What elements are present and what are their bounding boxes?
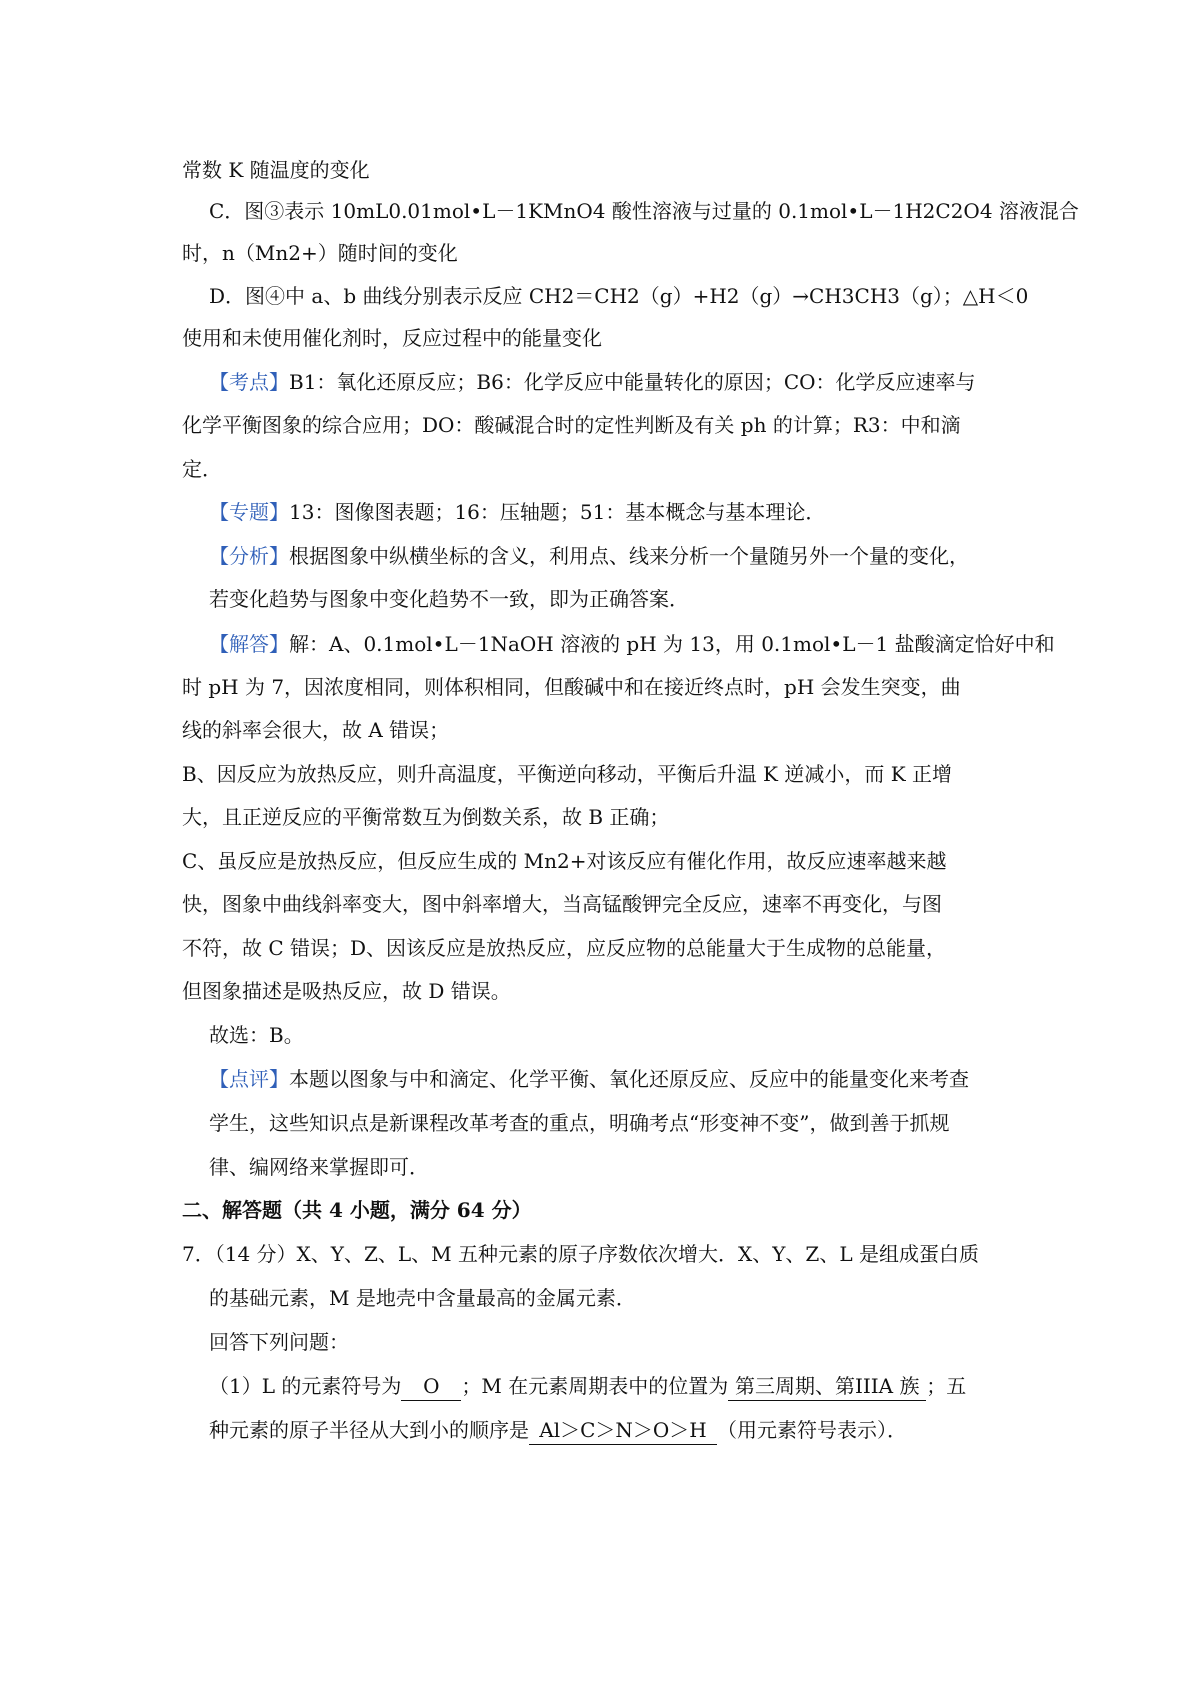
answer-blank-element-symbol: O bbox=[401, 1372, 461, 1401]
jieda-line-8: 不符，故 C 错误；D、因该反应是放热反应，应反应物的总能量大于生成物的总能量， bbox=[182, 936, 947, 960]
fenxi-line-1 bbox=[209, 542, 969, 570]
kaodian-line-1 bbox=[209, 368, 976, 396]
kaodian-text: B1：氧化还原反应；B6：化学反应中能量转化的原因；CO：化学反应速率与 bbox=[289, 370, 976, 394]
jieda-line-6: C、虽反应是放热反应，但反应生成的 Mn2+对该反应有催化作用，故反应速率越来越 bbox=[182, 849, 947, 873]
dianping-tag: 【点评】 bbox=[209, 1067, 289, 1091]
answer-blank-position: 第三周期、第IIIA 族 bbox=[728, 1372, 926, 1401]
q7-part1-text-d: 种元素的原子半径从大到小的顺序是 bbox=[209, 1418, 529, 1442]
jieda-line-4: B、因反应为放热反应，则升高温度，平衡逆向移动，平衡后升温 K 逆减小，而 K 正增 bbox=[182, 762, 953, 786]
q7-part1-text-a: （1）L 的元素符号为 bbox=[209, 1374, 402, 1398]
fenxi-line-2: 若变化趋势与图象中变化趋势不一致，即为正确答案． bbox=[209, 587, 689, 611]
option-c-line-2: 时，n（Mn2+）随时间的变化 bbox=[182, 241, 458, 265]
option-d-line-2: 使用和未使用催化剂时，反应过程中的能量变化 bbox=[182, 326, 602, 350]
fenxi-text: 根据图象中纵横坐标的含义，利用点、线来分析一个量随另外一个量的变化， bbox=[289, 544, 969, 568]
jieda-line-1 bbox=[209, 630, 1055, 658]
answer-blank-radius-order: Al＞C＞N＞O＞H bbox=[529, 1416, 717, 1445]
jieda-line-9: 但图象描述是吸热反应，故 D 错误。 bbox=[182, 979, 511, 1003]
q7-line-1: 7．（14 分）X、Y、Z、L、M 五种元素的原子序数依次增大．X、Y、Z、L 是组成蛋白质 bbox=[182, 1242, 979, 1266]
kaodian-tag: 【考点】 bbox=[209, 370, 289, 394]
fenxi-tag: 【分析】 bbox=[209, 544, 289, 568]
kaodian-line-3: 定． bbox=[182, 457, 222, 481]
jieda-line-5: 大，且正逆反应的平衡常数互为倒数关系，故 B 正确； bbox=[182, 805, 670, 829]
jieda-line-2: 时 pH 为 7，因浓度相同，则体积相同，但酸碱中和在接近终点时，pH 会发生突变，曲 bbox=[182, 675, 961, 699]
q7-line-2: 的基础元素，M 是地壳中含量最高的金属元素． bbox=[209, 1286, 636, 1310]
option-c-line-1: C．图③表示 10mL0.01mol•L－1KMnO4 酸性溶液与过量的 0.1mol•L－1H2C2O4 溶液混合 bbox=[209, 199, 1079, 223]
kaodian-line-2: 化学平衡图象的综合应用；DO：酸碱混合时的定性判断及有关 ph 的计算；R3：中和滴 bbox=[182, 413, 961, 437]
q7-line-3: 回答下列问题： bbox=[209, 1330, 349, 1354]
jieda-text: 解：A、0.1mol•L－1NaOH 溶液的 pH 为 13，用 0.1mol•L－1 盐酸滴定恰好中和 bbox=[289, 632, 1055, 656]
q7-part1-text-c: ；五 bbox=[926, 1374, 967, 1398]
option-d-line-1: D．图④中 a、b 曲线分别表示反应 CH2＝CH2（g）+H2（g）→CH3CH3（g）；△H＜0 bbox=[209, 284, 1029, 308]
dianping-line-1 bbox=[209, 1065, 969, 1093]
q7-part1-line-1 bbox=[209, 1372, 966, 1401]
jieda-line-7: 快，图象中曲线斜率变大，图中斜率增大，当高锰酸钾完全反应，速率不再变化，与图 bbox=[182, 892, 942, 916]
jieda-tag: 【解答】 bbox=[209, 632, 289, 656]
dianping-line-2: 学生，这些知识点是新课程改革考查的重点，明确考点“形变神不变”，做到善于抓规 bbox=[209, 1111, 950, 1135]
zhuanti-text: 13：图像图表题；16：压轴题；51：基本概念与基本理论． bbox=[289, 500, 826, 524]
q7-part1-text-b: ；M 在元素周期表中的位置为 bbox=[461, 1374, 729, 1398]
dianping-line-3: 律、编网络来掌握即可． bbox=[209, 1155, 429, 1179]
dianping-text: 本题以图象与中和滴定、化学平衡、氧化还原反应、反应中的能量变化来考查 bbox=[289, 1067, 969, 1091]
text-line: 常数 K 随温度的变化 bbox=[182, 158, 370, 182]
q7-part1-line-2 bbox=[209, 1416, 907, 1445]
section-heading: 二、解答题（共 4 小题，满分 64 分） bbox=[182, 1198, 532, 1222]
zhuanti-line bbox=[209, 498, 825, 526]
zhuanti-tag: 【专题】 bbox=[209, 500, 289, 524]
jieda-line-3: 线的斜率会很大，故 A 错误； bbox=[182, 718, 450, 742]
answer-choice: 故选：B。 bbox=[209, 1023, 304, 1047]
q7-part1-text-e: （用元素符号表示）． bbox=[717, 1418, 907, 1442]
